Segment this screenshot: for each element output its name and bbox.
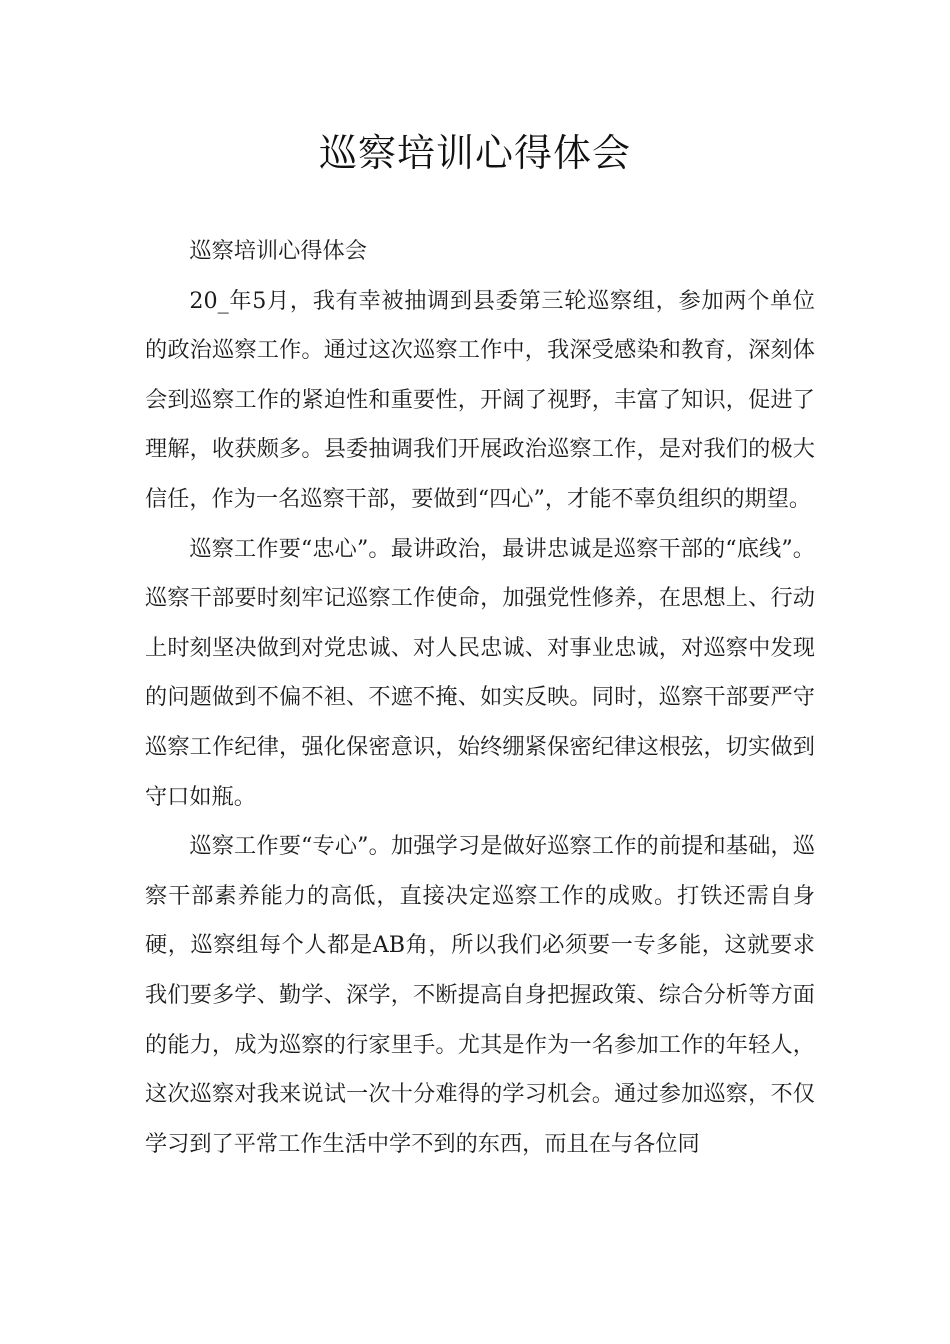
paragraph-intro: 20_年5月，我有幸被抽调到县委第三轮巡察组，参加两个单位的政治巡察工作。通过这次巡察工作中，我深受感染和教育，深刻体会到巡察工作的紧迫性和重要性，开阔了视野，丰富了知识，促进了理解，收获颇多。县委抽调我们开展政治巡察工作，是对我们的极大信任，作为一名巡察干部，要做到“四心”，才能不辜负组织的期望。 xyxy=(145,287,815,512)
document-title: 巡察培训心得体会 xyxy=(318,131,631,175)
document-body xyxy=(145,227,815,1169)
paragraph-subtitle: 巡察培训心得体会 xyxy=(189,238,367,264)
paragraph-focus: 巡察工作要“专心”。加强学习是做好巡察工作的前提和基础，巡察干部素养能力的高低，直接决定巡察工作的成败。打铁还需自身硬，巡察组每个人都是AB角，所以我们必须要一专多能，这就要求我们要多学、勤学、深学，不断提高自身把握政策、综合分析等方面的能力，成为巡察的行家里手。尤其是作为一名参加工作的年轻人，这次巡察对我来说试一次十分难得的学习机会。通过参加巡察，不仅学习到了平常工作生活中学不到的东西，而且在与各位同 xyxy=(145,833,815,1157)
paragraph-loyalty: 巡察工作要“忠心”。最讲政治，最讲忠诚是巡察干部的“底线”。巡察干部要时刻牢记巡察工作使命，加强党性修养，在思想上、行动上时刻坚决做到对党忠诚、对人民忠诚、对事业忠诚，对巡察中发现的问题做到不偏不袒、不遮不掩、如实反映。同时，巡察干部要严守巡察工作纪律，强化保密意识，始终绷紧保密纪律这根弦，切实做到守口如瓶。 xyxy=(145,535,815,810)
